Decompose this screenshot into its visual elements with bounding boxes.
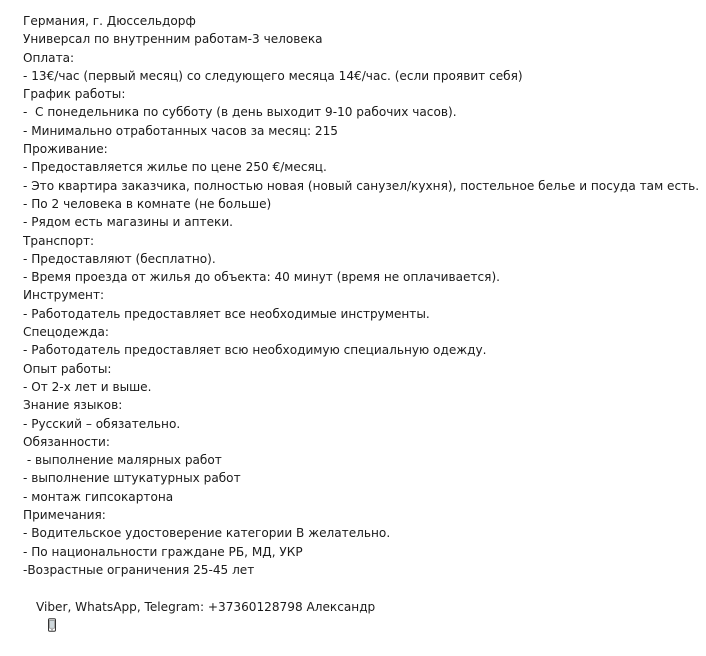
text-line: - монтаж гипсокартона bbox=[23, 489, 174, 504]
text-line: Германия, г. Дюссельдорф bbox=[23, 14, 196, 28]
text-line: Опыт работы: bbox=[23, 361, 112, 376]
blank-spacer bbox=[23, 579, 699, 597]
mobile-phone-icon bbox=[23, 600, 35, 614]
text-line: Инструмент: bbox=[23, 288, 105, 303]
text-line: - От 2-х лет и выше. bbox=[23, 379, 152, 394]
text-line: Примечания: bbox=[23, 508, 106, 523]
text-line: Транспорт: bbox=[23, 233, 95, 248]
text-line: - Предоставляется жилье по цене 250 €/месяц. bbox=[23, 160, 327, 175]
posting-lines bbox=[23, 12, 699, 579]
text-line: - выполнение штукатурных работ bbox=[23, 471, 241, 486]
text-line: - выполнение малярных работ bbox=[23, 453, 222, 468]
text-line: -Возрастные ограничения 25-45 лет bbox=[23, 562, 255, 577]
job-posting-document bbox=[23, 12, 699, 616]
text-line: График работы: bbox=[23, 87, 126, 102]
contact-text: Viber, WhatsApp, Telegram: +37360128798 Александр bbox=[36, 599, 376, 614]
text-line: - Работодатель предоставляет всю необходимую специальную одежду. bbox=[23, 343, 487, 358]
text-line: - Русский – обязательно. bbox=[23, 416, 181, 431]
text-line: Оплата: bbox=[23, 50, 75, 65]
text-line: - Водительское удостоверение категории В желательно. bbox=[23, 526, 391, 541]
text-line: - Работодатель предоставляет все необходимые инструменты. bbox=[23, 306, 430, 321]
text-line: - Минимально отработанных часов за месяц: 215 bbox=[23, 123, 339, 138]
text-line: Проживание: bbox=[23, 142, 108, 157]
text-line: Спецодежда: bbox=[23, 325, 109, 340]
text-line: Обязанности: bbox=[23, 434, 110, 449]
text-line: - 13€/час (первый месяц) со следующего месяца 14€/час. (если проявит себя) bbox=[23, 68, 523, 83]
text-line: - Время проезда от жилья до объекта: 40 минут (время не оплачивается). bbox=[23, 270, 501, 285]
text-line: Знание языков: bbox=[23, 398, 123, 413]
text-line: - Предоставляют (бесплатно). bbox=[23, 251, 216, 266]
contact-line bbox=[23, 598, 699, 616]
text-line: - По национальности граждане РБ, МД, УКР bbox=[23, 544, 303, 559]
text-line: - Рядом есть магазины и аптеки. bbox=[23, 215, 234, 230]
text-line: Универсал по внутренним работам-3 человека bbox=[23, 32, 323, 47]
text-line: - С понедельника по субботу (в день выходит 9-10 рабочих часов). bbox=[23, 105, 457, 120]
text-line: - По 2 человека в комнате (не больше) bbox=[23, 196, 272, 211]
text-line: - Это квартира заказчика, полностью новая (новый санузел/кухня), постельное белье и посуда там есть. bbox=[23, 178, 699, 193]
